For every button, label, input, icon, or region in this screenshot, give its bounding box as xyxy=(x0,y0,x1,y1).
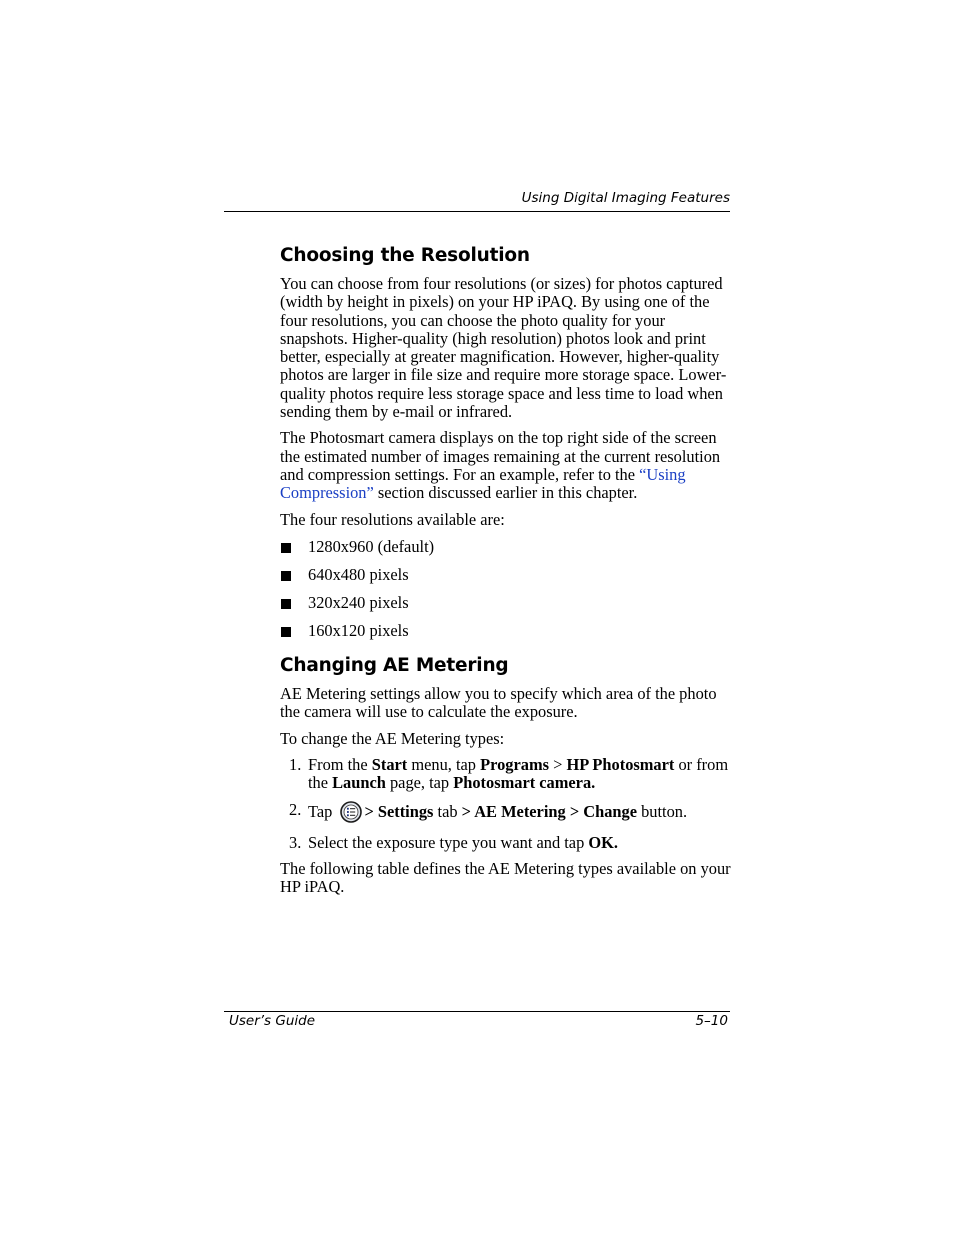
running-header: Using Digital Imaging Features xyxy=(521,190,730,206)
square-bullet-icon xyxy=(281,543,291,553)
paragraph: The following table defines the AE Metering types available on your HP iPAQ. xyxy=(280,858,731,897)
steps-list xyxy=(280,756,732,852)
header-rule xyxy=(224,211,730,212)
footer-rule xyxy=(224,1011,730,1012)
resolution-list xyxy=(280,538,732,640)
square-bullet-icon xyxy=(281,627,291,637)
paragraph: To change the AE Metering types: xyxy=(280,728,505,748)
paragraph: The Photosmart camera displays on the top right side of the screen the estimated number of images remaining at the current resolution and compression settings. For an example, refer to the “Using Compression” section discussed earlier in this chapter. xyxy=(280,428,721,503)
square-bullet-icon xyxy=(281,571,291,581)
list-item: 1280x960 (default) xyxy=(280,538,732,556)
list-item: 640x480 pixels xyxy=(280,566,732,584)
list-item: 3. Select the exposure type you want and tap OK. xyxy=(289,832,618,852)
list-item: 2. Tap > Settings tab > AE Metering > Change button. xyxy=(289,799,688,821)
menu-list-icon xyxy=(340,801,362,823)
section-heading-ae-metering: Changing AE Metering xyxy=(280,655,509,677)
footer-left: User’s Guide xyxy=(229,1013,316,1029)
list-item: 320x240 pixels xyxy=(280,594,732,612)
section-heading-resolution: Choosing the Resolution xyxy=(280,245,530,266)
page-content xyxy=(280,244,732,904)
page-number: 5–10 xyxy=(695,1013,728,1029)
paragraph: The four resolutions available are: xyxy=(280,509,505,529)
using-compression-link[interactable]: “Using Compression” xyxy=(280,464,686,503)
paragraph: You can choose from four resolutions (or sizes) for photos captured (width by height in pixels) on your HP iPAQ. By using one of the four resolutions, you can choose the photo quality for your snapshots. Higher-quality (high resolution) photos look and print better, especially at greater magnification. However, higher-quality photos are larger in file size and require more storage space. Lower-quality photos require less storage space and less time to load when sending them by e-mail or infrared. xyxy=(280,274,727,422)
list-item: 160x120 pixels xyxy=(280,622,732,640)
list-item: 1. From the Start menu, tap Programs > HP Photosmart or from the Launch page, tap Photosmart camera. xyxy=(289,755,729,793)
paragraph: AE Metering settings allow you to specify which area of the photo the camera will use to calculate the exposure. xyxy=(280,684,717,722)
square-bullet-icon xyxy=(281,599,291,609)
